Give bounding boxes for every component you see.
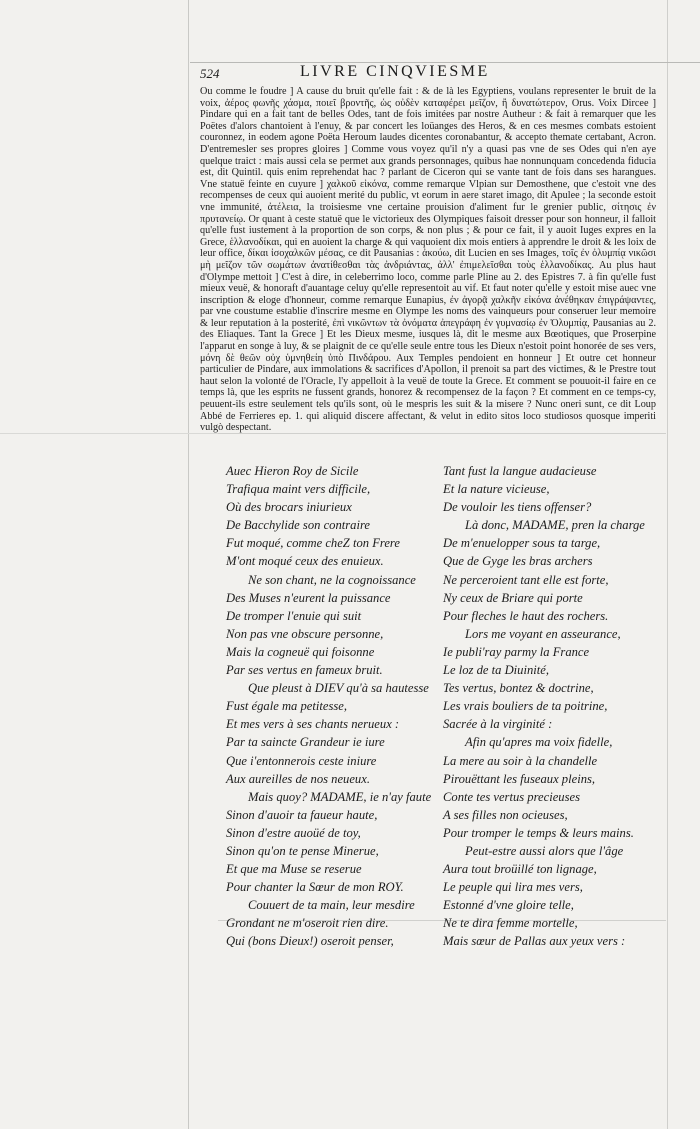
poem-line: Qui (bons Dieux!) oseroit penser, xyxy=(226,934,394,949)
poem-line: Des Muses n'eurent la puissance xyxy=(226,590,391,605)
poem-left-column xyxy=(226,462,436,951)
poem-line: Là donc, MADAME, pren la charge xyxy=(465,518,645,533)
poem-right-column xyxy=(443,462,668,951)
poem-line: Couuert de ta main, leur mesdire xyxy=(248,898,415,913)
poem-line: Que de Gyge les bras archers xyxy=(443,554,593,569)
poem-line: Tant fust la langue audacieuse xyxy=(443,464,597,478)
poem-line: A ses filles non ocieuses, xyxy=(443,807,568,822)
poem-line: Le loz de ta Diuinité, xyxy=(443,663,549,678)
poem-line: Ie publi'ray parmy la France xyxy=(443,644,590,659)
poem-line: De m'enuelopper sous ta targe, xyxy=(443,536,601,551)
poem-line: Que i'entonnerois ceste iniure xyxy=(226,753,377,768)
poem-line: Trafiqua maint vers difficile, xyxy=(226,482,371,497)
poem-line: Tes vertus, bontez & doctrine, xyxy=(443,681,594,696)
poem-line: Sinon d'auoir ta faueur haute, xyxy=(226,807,378,822)
poem-line: Pour fleches le haut des rochers. xyxy=(443,608,609,623)
poem-line: De Bacchylide son contraire xyxy=(226,518,370,533)
section-divider-stub xyxy=(0,433,218,434)
poem-line: Mais la cogneuë qui foisonne xyxy=(226,644,375,659)
poem-line: Afin qu'apres ma voix fidelle, xyxy=(465,735,613,750)
commentary-text: Ou comme le foudre ] A cause du bruit qu'elle fait : & de là les Egyptiens, voulans representer le bruit de la voix, ἀέρος φωνῆς χάσμα, ποιεῖ βροντῆς, ὡς οὐδὲν καταφέρει μεῖζον, ἢ δυνατώτερον, Orus. Voix Dircee ] Pindare qui en a fait tant de belles Odes, tant de fois imitées par nostre Autheur : & fait à remarquer que les Poëtes d'alors chantoient à l'enuy, & par concert les loüanges des Heros, & en ces mesmes combats estoient couronnez, in eodem agone Poëta Heroum laudes dicentes coronabantur, & accepto themate certabant, Acron. D'entremesler ses propres gloires ] Comme vous voyez qu'il n'y a quasi pas vne de ses Odes qui n'en aye quelque traict : mais aussi cela se permet aux grands personnages, quibus hae nonnunquam concedenda fiducia est, dit Quintil. quis enim reprehendat hac ? parlant de Ciceron qui se vante tant de fois dans ses harangues. Vne statuë feinte en cuyure ] χαλκοῦ εἰκόνα, comme remarque Vlpian sur Demosthene, que c'estoit vne des recompenses de ceux qui auoient merité du public, vt eorum in aere staret imago, dit Apulee ; la seconde estoit vne immunité, ἀτέλεια, la troisiesme vne certaine prouision d'aliment fur le grenier public, σίτησις ἐν πρυτανείῳ. Or quant à ceste statuë que le victorieux des Olympiques faisoit dresser pour son honneur, il falloit qu'elle fust iustement à la proportion de son corps, & non plus ; & pour ce fait, il y auoit Iuges expres en la Grece, ἑλλανοδίκαι, qui en auoient la charge & qui vaquoient dix mois entiers à apprendre le droit & les loix de leur office, δίκαι ἰσοχαλκῶν μέσας, ce dit Pausanias : ἀκούω, dit Lucien en ses Images, τοῖς ἐν ὀλυμπίᾳ νικῶσι μὴ μεῖζον τῶν σωμάτων ἀνατίθεσθαι τὰς ἀνδριάντας, ἀλλ' ἐπιμελεῖσθαι τοὺς ἑλλανοδίκας. Au plus haut d'Olympe mettoit ] C'est à dire, in celeberrimo loco, comme parle Pline au 2. des Epistres 7. à fin qu'elle fust mieux veuë, & honoraft d'auantage celuy qu'elle representoit au vif. Et faut noter qu'elle y estoit mise auec vne inscription & eloge d'honneur, comme remarque Eunapius, ἐν ἀγορᾷ χαλκῆν εἰκόνα ἀνέθηκαν ἐπιγράψαντες, par vne coustume establie d'inscrire mesme en Olympe les noms des vainqueurs pour conseruer leur memoire & leur reputation à la posterité, ἐπὶ νικῶντων τὰ ὀνόματα ἀπεγράφη ἐν γυμνασίῳ ἐν Ὀλυμπίᾳ, Pausanias au 2. des Eliaques. Tant la Grece ] Et les Dieux mesme, iusques là, dit le mesme aux Bœotiques, que Proserpine l'apparut en songe à luy, & se plaignit de ce qu'elle seule entre tous les Dieux n'estoit point honorée de ses vers, μόνη δὲ θεῶν οὐχ ὑμνηθείη ὑπὸ Πινδάρου. Aux Temples pendoient en honneur ] Et outre cet honneur particulier de Pindare, aux immolations & sacrifices d'Apollon, il prenoit sa part des victimes, & le Prestre tout haut selon la volonté de l'Oracle, l'y appelloit à la veuë de toute la Grece. Et comment se pouuoit-il faire en ce temps là, que les esprits ne fussent grands, honorez & recompensez de la façon ? Et comment en ce temps-cy, peuuent-ils estre seulement tels qu'ils sont, où le mespris les suit & la misere ? Nunc oneri sunt, ce dit Loup Abbé de Ferrieres ep. 1. qui aliquid discere affectant, & velut in edito sitos loco studiosos quosque imperiti vulgò despectant. xyxy=(200,86,656,434)
poem-line: Fust égale ma petitesse, xyxy=(226,699,348,714)
poem-line: Ne son chant, ne la cognoissance xyxy=(248,572,416,587)
poem-line: Conte tes vertus precieuses xyxy=(443,789,580,804)
running-head: LIVRE CINQVIESME xyxy=(300,63,490,80)
poem-line: Par ses vertus en fameux bruit. xyxy=(226,663,383,678)
poem-line: Pirouëttant les fuseaux pleins, xyxy=(443,771,596,786)
poem-line: Et la nature vicieuse, xyxy=(443,482,550,497)
commentary-block xyxy=(200,86,656,434)
poem-line: Et que ma Muse se reserue xyxy=(226,862,362,877)
poem-line: Les vrais bouliers de ta poitrine, xyxy=(443,699,608,714)
poem-line: Lors me voyant en asseurance, xyxy=(465,626,621,641)
poem-line: De vouloir les tiens offenser? xyxy=(443,500,592,515)
poem-line: Par ta saincte Grandeur ie iure xyxy=(226,735,385,750)
left-margin-line xyxy=(188,0,189,1129)
poem-line: La mere au soir à la chandelle xyxy=(443,753,598,768)
poem-line: De tromper l'enuie qui suit xyxy=(226,608,362,623)
poem-line: Aura tout broüillé ton lignage, xyxy=(443,862,597,877)
poem-line: Ne perceroient tant elle est forte, xyxy=(443,572,609,587)
poem-line: Le peuple qui lira mes vers, xyxy=(443,880,583,895)
page-number: 524 xyxy=(200,66,220,81)
poem-line: M'ont moqué ceux des enuieux. xyxy=(226,554,384,569)
poem-line: Pour chanter la Sœur de mon ROY. xyxy=(226,880,404,895)
poem-line: Fut moqué, comme cheZ ton Frere xyxy=(226,536,400,551)
poem-line: Où des brocars iniurieux xyxy=(226,500,352,515)
poem-line: Et mes vers à ses chants nerueux : xyxy=(226,717,400,732)
poem-line: Mais quoy? MADAME, ie n'ay faute xyxy=(248,789,432,804)
poem-line: Grondant ne m'oseroit rien dire. xyxy=(226,916,389,931)
poem-line: Mais sœur de Pallas aux yeux vers : xyxy=(443,934,626,949)
poem-line: Sinon qu'on te pense Minerue, xyxy=(226,843,379,858)
poem-line: Aux aureilles de nos neueux. xyxy=(226,771,370,786)
poem-line: Pour tromper le temps & leurs mains. xyxy=(443,825,634,840)
poem-line: Ny ceux de Briare qui porte xyxy=(443,590,583,605)
poem-line: Que pleust à DIEV qu'à sa hautesse xyxy=(248,681,429,696)
poem-line: Estonné d'vne gloire telle, xyxy=(443,898,574,913)
poem-line: Auec Hieron Roy de Sicile xyxy=(226,464,359,478)
poem-line: Non pas vne obscure personne, xyxy=(226,626,384,641)
poem-line: Sinon d'estre auoüé de toy, xyxy=(226,825,361,840)
poem-line: Peut-estre aussi alors que l'âge xyxy=(465,843,624,858)
poem-line: Sacrée à la virginité : xyxy=(443,717,553,732)
poem-line: Ne te dira femme mortelle, xyxy=(443,916,578,931)
